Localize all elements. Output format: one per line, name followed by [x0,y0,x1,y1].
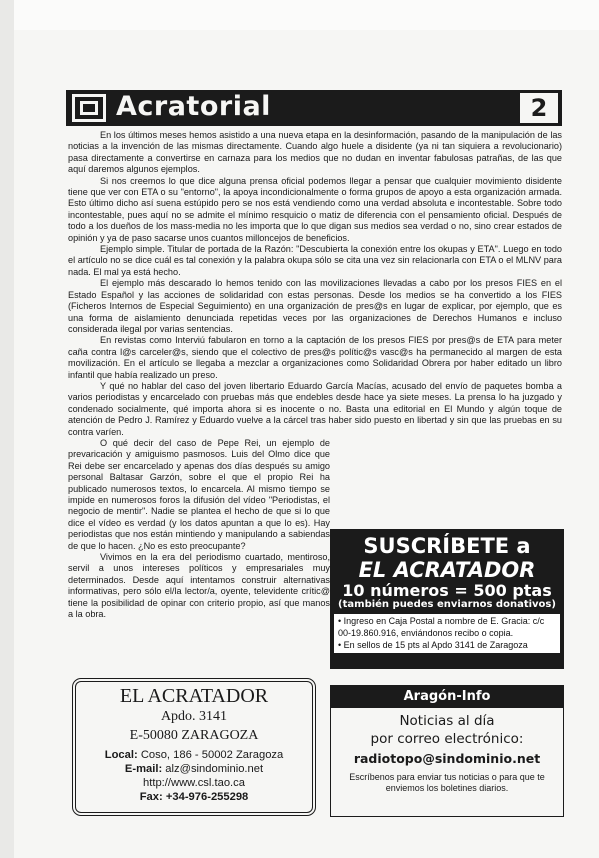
section-header [66,90,562,126]
info-email: radiotopo@sindominio.net [353,751,541,766]
page-number: 2 [520,93,558,123]
square-icon [72,94,106,122]
article-paragraph: Si nos creemos lo que dice alguna prensa oficial podemos llegar a pensar que cualquier movimiento disidente tiene que ver con ETA o su "entorno", la apoya incondicionalmente o forma grupos de apoyo a esta organización armada. Esto último dicho así suena estúpido pero se nos está vendiendo como una verdad absoluta e incontestable. Sobre todo incontestable, pues aquí no se admite el mínimo resquicio o matiz de diferencia con el pensamiento oficial. Después de todo a los dueños de los mass-media no les importa que lo que digan sus medios sea verdad o no, sino crear estados de opinión y ya de paso sacarse unos cuantos milloncejos de beneficios. [68,175,562,243]
fax-number: Fax: +34-976-255298 [139,791,249,803]
section-title: Acratorial [116,91,271,122]
subscribe-heading: SUSCRÍBETE a [363,534,531,558]
subscribe-method-item: • Ingreso en Caja Postal a nombre de E. Gracia: c/c 00-19.860.916, enviándonos recibo o copia. [338,616,545,638]
subscribe-price: 10 números = 500 ptas [342,581,552,600]
subscribe-method-item: • En sellos de 15 pts al Apdo 3141 de Zaragoza [338,639,528,650]
article-paragraph: Y qué no hablar del caso del joven libertario Eduardo García Macías, acusado del envío de paquetes bomba a varios periodistas y encarcelado con pruebas más que endebles desde hace ya siete meses. La prensa lo ha juzgado y condenado socialmente, qué importa ahora si es inocente o no. Basta una editorial en El Mundo y algún toque de atención de Pedro J. Ramírez y Eduardo vuelve a la cárcel tras haber sido puesto en libertad y sin que las pruebas en su contra varíen. [68,380,562,437]
article-paragraph: En revistas como Interviú fabularon en torno a la captación de los presos FIES por pres@s de ETA para meter caña contra l@s carceler@s, siendo que el colectivo de pres@s polític@s vasc@s ha permanecido al margen de esta movilización. En el artículo se llegaba a mezclar a organizaciones como Solidaridad Obrera por haber editado un libro infantil que había realizado un preso. [68,335,562,380]
local-address: Local: Coso, 186 - 50002 Zaragoza [104,749,284,761]
info-line: por correo electrónico: [370,731,524,747]
article-paragraph: Ejemplo simple. Titular de portada de la Razón: "Descubierta la conexión entre los okupas y ETA". Luego en todo el artículo no se dice cuál es tal conexión y la palabra okupa sólo se cita una vez sin relacionarla con ETA o el MLNV para nada. El mal ya está hecho. [68,244,562,277]
email-address: E-mail: alz@sindominio.net [124,763,264,775]
page-top-fold [14,0,599,31]
postal-box: Apdo. 3141 [160,709,228,724]
subscribe-methods [334,614,560,653]
info-title: Aragón-Info [331,686,563,708]
article-paragraph: El ejemplo más descarado lo hemos tenido con las movilizaciones llevadas a cabo por los presos FIES en el Estado Español y las acciones de solidaridad con estas personas. Desde los medios se ha convertido a los FIES (Ficheros Internos de Especial Seguimiento) en una organización de pres@s en lugar de explicar, por ejemplo, que es una forma de aislamiento denunciada repetidas veces por las organizaciones de Derechos Humanos e incluso considerada ilegal por varias sentencias. [68,278,562,334]
article-paragraph: O qué decir del caso de Pepe Rei, un ejemplo de prevaricación y amiguismo pasmosos. Luis del Olmo dice que Rei debe ser encarcelado y apenas dos días después su amigo personal Baltasar Garzón, sobre el que el propio Rei ha publicado numerosos textos, lo encarcela. Al mismo tiempo se impide en numerosos foros la difusión del vídeo "Periodistas, el negocio de mentir". Nadie se plantea el hecho de que si lo que dice el vídeo es verdad (y los datos apuntan a que lo es). Hay periodistas que nos están mintiendo y manipulando a sabiendas de que lo hacen. ¿No es esto preocupante? [68,437,330,551]
website-link: http://www.csl.tao.ca [143,777,245,789]
subscribe-publication: EL ACRATADOR [358,558,536,582]
contact-address-box [72,678,316,816]
subscribe-donations: (también puedes enviarnos donativos) [338,599,556,610]
publication-name: EL ACRATADOR [119,685,269,707]
info-footer: Escríbenos para enviar tus noticias o para que te enviemos los boletines diarios. [349,772,545,793]
postal-city: E-50080 ZARAGOZA [129,728,259,743]
subscription-box [330,529,564,669]
article-paragraph: Vivimos en la era del periodismo cuartado, mentiroso, servil a unos intereses políticos y empresariales muy determinados. Desde aquí intentamos construir alternativas informativas, pero sólo el/la lector/a, oyente, televidente crític@ tiene la posibilidad de opinar con criterio propio, así que manos a la obra. [68,552,330,620]
aragon-info-box [330,685,564,817]
article-paragraph: En los últimos meses hemos asistido a una nueva etapa en la desinformación, pasando de la manipulación de las noticias a la invención de las mismas directamente. Cuando algo huele a disidente (ya ni tan siquiera a revolucionario) pasa directamente a convertirse en carnaza para los medios que no dudan en inventar fabulosas patrañas, de las que aquí daremos algunos ejemplos. [68,130,562,175]
info-line: Noticias al día [399,713,495,729]
